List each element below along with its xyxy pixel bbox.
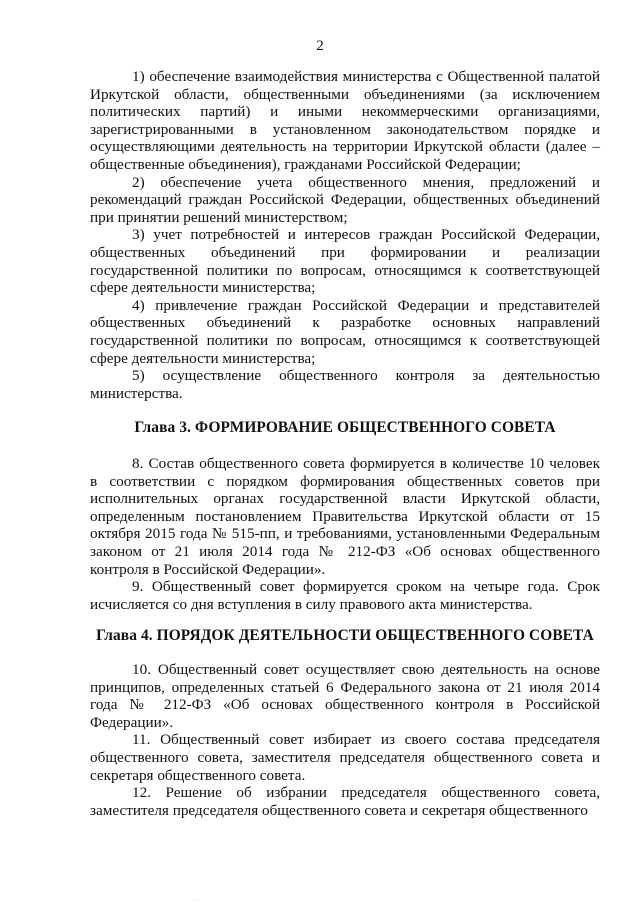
paragraph: 12. Решение об избрании председателя общественного совета, заместителя председателя общественного совета и секретаря общественного (90, 784, 600, 819)
list-item: 3) учет потребностей и интересов граждан Российской Федерации, общественных объединений при формировании и реализации государственной политики по вопросам, относящимся к соответствующей сфере деятельности министерства; (90, 226, 600, 297)
list-item: 4) привлечение граждан Российской Федерации и представителей общественных объединений к разработке основных направлений государственной политики по вопросам, относящимся к соответствующей сфере деятельности министерства; (90, 296, 600, 367)
paragraph: 10. Общественный совет осуществляет свою деятельность на основе принципов, определенных статьей 6 Федерального закона от 21 июля 2014 года № 212-ФЗ «Об основах общественного контроля в Российской Федерации». (90, 661, 600, 731)
chapter-3-body (90, 455, 600, 613)
chapter-3-heading: Глава 3. ФОРМИРОВАНИЕ ОБЩЕСТВЕННОГО СОВЕТА (134, 419, 556, 436)
chapter-4-body (90, 661, 600, 819)
paragraph: 9. Общественный совет формируется сроком на четыре года. Срок исчисляется со дня вступления в силу правового акта министерства. (90, 578, 600, 613)
page-number: 2 (316, 38, 324, 54)
list-item: 5) осуществление общественного контроля за деятельностью министерства. (90, 367, 600, 402)
list-section (90, 68, 600, 402)
paragraph: 11. Общественный совет избирает из своего состава председателя общественного совета, заместителя председателя общественного совета и секретаря общественного совета. (90, 731, 600, 784)
paragraph: 8. Состав общественного совета формируется в количестве 10 человек в соответствии с порядком формирования общественных советов при исполнительных органах государственной власти Иркутской области, определенным постановлением Правительства Иркутской области от 15 октября 2015 года № 515-пп, и требованиями, установленными Федеральным законом от 21 июля 2014 года № 212-ФЗ «Об основах общественного контроля в Российской Федерации». (90, 455, 600, 578)
chapter-4-heading: Глава 4. ПОРЯДОК ДЕЯТЕЛЬНОСТИ ОБЩЕСТВЕННОГО СОВЕТА (96, 627, 594, 644)
scan-mark: · (196, 897, 199, 905)
list-item: 2) обеспечение учета общественного мнения, предложений и рекомендаций граждан Российской Федерации, общественных объединений при принятии решений министерством; (90, 173, 600, 226)
list-item: 1) обеспечение взаимодействия министерства с Общественной палатой Иркутской области, общественными объединениями (за исключением политических партий) и иными некоммерческими организациями, зарегистрированными в установленном законодательством порядке и осуществляющими деятельность на территории Иркутской области (далее – общественные объединения), гражданами Российской Федерации; (90, 68, 600, 173)
